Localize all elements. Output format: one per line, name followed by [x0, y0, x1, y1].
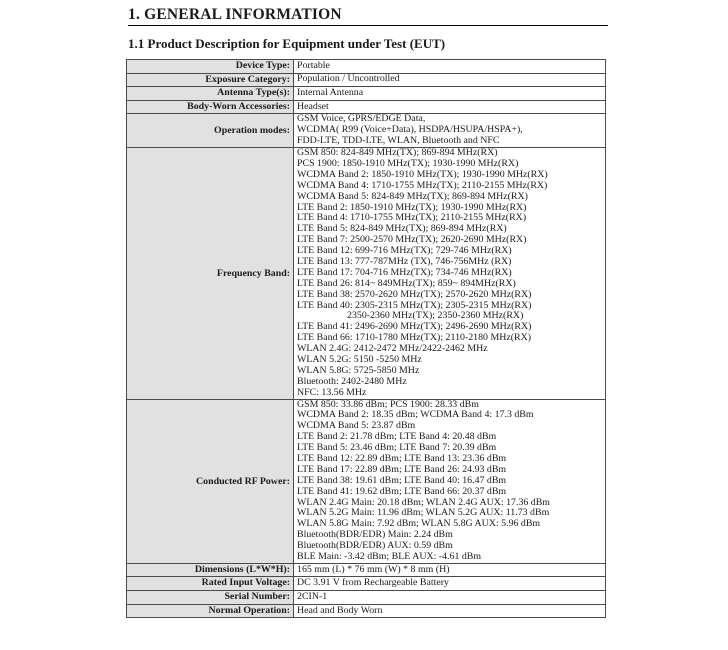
- value-line: LTE Band 17: 22.89 dBm; LTE Band 26: 24.93 dBm: [297, 463, 507, 475]
- value-line: LTE Band 2: 21.78 dBm; LTE Band 4: 20.48 dBm: [297, 431, 497, 443]
- value-line: NFC: 13.56 MHz: [297, 386, 367, 398]
- value-line: BLE Main: -3.42 dBm; BLE AUX: -4.61 dBm: [297, 551, 482, 562]
- row-label: Conducted RF Power:: [127, 399, 294, 563]
- value-line: Portable: [297, 59, 330, 71]
- value-line: LTE Band 12: 699-716 MHz(TX); 729-746 MHz(RX): [297, 245, 512, 257]
- value-line: WLAN 5.2G: 5150 -5250 MHz: [297, 353, 422, 365]
- value-line: WLAN 5.2G Main: 11.96 dBm; WLAN 5.2G AUX: 11.73 dBm: [297, 507, 550, 519]
- value-line: LTE Band 66: 1710-1780 MHz(TX); 2110-2180 MHz(RX): [297, 332, 532, 344]
- table-row: [127, 114, 606, 148]
- row-label: Antenna Type(s):: [127, 87, 294, 101]
- value-line: LTE Band 17: 704-716 MHz(TX); 734-746 MHz(RX): [297, 266, 512, 278]
- value-line: LTE Band 7: 2500-2570 MHz(TX); 2620-2690 MHz(RX): [297, 234, 527, 246]
- value-line: Bluetooth(BDR/EDR) AUX: 0.59 dBm: [297, 540, 453, 552]
- value-line: WCDMA( R99 (Voice+Data), HSDPA/HSUPA/HSPA+),: [297, 124, 523, 136]
- value-line: PCS 1900: 1850-1910 MHz(TX); 1930-1990 MHz(RX): [297, 157, 519, 169]
- product-description-table: [126, 59, 606, 618]
- row-value: [294, 60, 606, 74]
- table-row: [127, 563, 606, 577]
- table-row: [127, 604, 606, 618]
- value-line: LTE Band 38: 19.61 dBm; LTE Band 40: 16.47 dBm: [297, 474, 507, 486]
- value-line: Bluetooth: 2402-2480 MHz: [297, 375, 407, 387]
- value-line: DC 3.91 V from Rechargeable Battery: [297, 577, 449, 589]
- value-line: WLAN 5.8G Main: 7.92 dBm; WLAN 5.8G AUX: 5.96 dBm: [297, 518, 541, 530]
- row-value: [294, 563, 606, 577]
- section-title: 1. GENERAL INFORMATION: [128, 6, 342, 23]
- row-value: [294, 591, 606, 605]
- value-line: 2CIN-1: [297, 590, 328, 602]
- value-line: GSM 850: 33.86 dBm; PCS 1900: 28.33 dBm: [297, 398, 479, 410]
- value-line: LTE Band 41: 2496-2690 MHz(TX); 2496-2690 MHz(RX): [297, 321, 532, 333]
- row-label: Body-Worn Accessories:: [127, 100, 294, 114]
- row-label: Exposure Category:: [127, 73, 294, 87]
- value-line: LTE Band 40: 2305-2315 MHz(TX); 2305-2315 MHz(RX): [297, 299, 532, 311]
- table-row: [127, 399, 606, 563]
- row-value: [294, 148, 606, 399]
- value-line: WCDMA Band 2: 18.35 dBm; WCDMA Band 4: 17.3 dBm: [297, 409, 534, 421]
- value-line: WCDMA Band 5: 824-849 MHz(TX); 869-894 MHz(RX): [297, 190, 528, 202]
- value-line: WCDMA Band 4: 1710-1755 MHz(TX); 2110-2155 MHz(RX): [297, 179, 548, 191]
- table-row: [127, 73, 606, 87]
- row-value: [294, 114, 606, 148]
- value-line: LTE Band 12: 22.89 dBm; LTE Band 13: 23.36 dBm: [297, 452, 507, 464]
- value-line: Population / Uncontrolled: [297, 73, 400, 85]
- value-line: Headset: [297, 100, 329, 112]
- row-label: Device Type:: [127, 60, 294, 74]
- table-row: [127, 87, 606, 101]
- row-label: Operation modes:: [127, 114, 294, 148]
- value-line: LTE Band 41: 19.62 dBm; LTE Band 66: 20.37 dBm: [297, 485, 507, 497]
- value-line: WCDMA Band 2: 1850-1910 MHz(TX); 1930-1990 MHz(RX): [297, 168, 548, 180]
- row-label: Rated Input Voltage:: [127, 577, 294, 591]
- table-row: [127, 100, 606, 114]
- value-line: WCDMA Band 5: 23.87 dBm: [297, 420, 416, 432]
- row-value: [294, 87, 606, 101]
- row-value: [294, 577, 606, 591]
- row-value: [294, 604, 606, 618]
- value-line: FDD-LTE, TDD-LTE, WLAN, Bluetooth and NFC: [297, 135, 500, 147]
- value-line: GSM Voice, GPRS/EDGE Data,: [297, 113, 426, 125]
- row-label: Normal Operation:: [127, 604, 294, 618]
- row-value: [294, 399, 606, 563]
- value-line: LTE Band 5: 824-849 MHz(TX); 869-894 MHz(RX): [297, 223, 507, 235]
- value-line: LTE Band 26: 814~ 849MHz(TX); 859~ 894MHz(RX): [297, 277, 516, 289]
- table-row: [127, 591, 606, 605]
- value-line: LTE Band 13: 777-787MHz (TX), 746-756MHz (RX): [297, 255, 512, 267]
- value-line: WLAN 2.4G: 2412-2472 MHz/2422-2462 MHz: [297, 343, 488, 355]
- value-line: LTE Band 5: 23.46 dBm; LTE Band 7: 20.39 dBm: [297, 442, 497, 454]
- value-line: 2350-2360 MHz(TX); 2350-2360 MHz(RX): [347, 310, 524, 322]
- value-line: 165 mm (L) * 76 mm (W) * 8 mm (H): [297, 563, 450, 575]
- value-line: WLAN 5.8G: 5725-5850 MHz: [297, 364, 420, 376]
- value-line: LTE Band 4: 1710-1755 MHz(TX); 2110-2155 MHz(RX): [297, 212, 527, 224]
- row-label: Frequency Band:: [127, 148, 294, 399]
- table-row: [127, 60, 606, 74]
- value-line: Head and Body Worn: [297, 604, 383, 616]
- value-line: Bluetooth(BDR/EDR) Main: 2.24 dBm: [297, 529, 453, 541]
- value-line: LTE Band 38: 2570-2620 MHz(TX); 2570-2620 MHz(RX): [297, 288, 532, 300]
- row-value: [294, 100, 606, 114]
- value-line: LTE Band 2: 1850-1910 MHz(TX); 1930-1990 MHz(RX): [297, 201, 527, 213]
- section-rule: [128, 25, 608, 26]
- subsection-title: 1.1 Product Description for Equipment under Test (EUT): [128, 36, 446, 51]
- table-row: [127, 148, 606, 399]
- table-row: [127, 577, 606, 591]
- row-label: Dimensions (L*W*H):: [127, 563, 294, 577]
- value-line: Internal Antenna: [297, 87, 364, 99]
- value-line: GSM 850: 824-849 MHz(TX); 869-894 MHz(RX): [297, 147, 498, 159]
- row-label: Serial Number:: [127, 591, 294, 605]
- row-value: [294, 73, 606, 87]
- value-line: WLAN 2.4G Main: 20.18 dBm; WLAN 2.4G AUX: 17.36 dBm: [297, 496, 550, 508]
